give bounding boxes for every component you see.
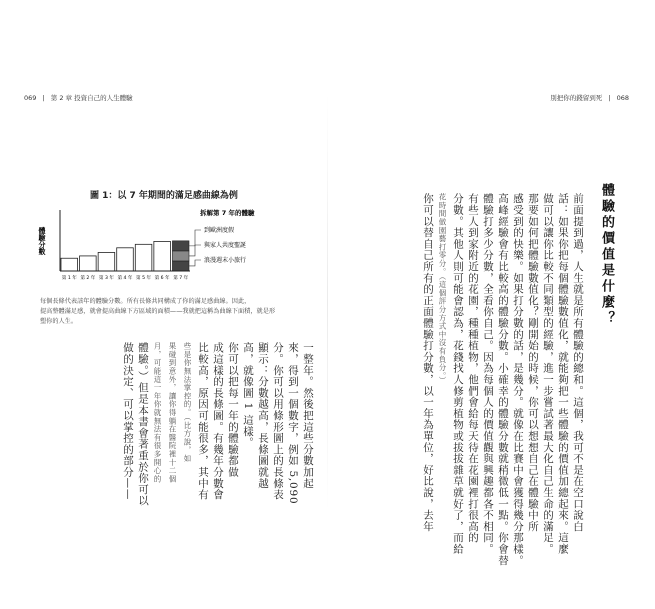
x-tick-label: 第 6 年 <box>154 276 170 281</box>
text-line: 體驗。）但是本書會著重於你可以 <box>137 342 149 507</box>
text-line: 做可以讓你比較不同類型的經驗，進一步嘗試著最大化自己生命的滿足。 <box>542 193 554 555</box>
text-line: 一整年。然後把這些分數加起 <box>302 342 314 489</box>
text-line: 高，就像圖 1 這樣。 <box>242 342 254 449</box>
text-line: 顯示：分數越高，長條圖就越 <box>257 342 269 489</box>
bar <box>80 256 97 271</box>
legend-title: 拆解第 7 年的體驗 <box>200 209 255 217</box>
legend-connector <box>189 260 201 266</box>
header-divider: | <box>608 94 611 102</box>
legend-item: 浪漫週末小旅行 <box>204 257 247 264</box>
text-line: 些是你無法掌控的。（比方說，如 <box>183 342 192 463</box>
x-tick-label: 第 7 年 <box>173 276 189 281</box>
text-line: 有些人到家附近的花園，種種植物，他們會給每天待在花園裡打很高的 <box>467 193 479 544</box>
text-line: 比較高，原因可能很多，其中有 <box>197 342 209 501</box>
bar <box>98 252 115 271</box>
left-chapter-label: 第 2 章 <box>50 94 73 102</box>
page-gutter <box>327 92 328 512</box>
legend-item: 到歐洲度假 <box>204 227 235 234</box>
bar-segment-3 <box>172 241 189 251</box>
text-line: 成這樣的長條圖。有幾年分數會 <box>212 342 224 501</box>
text-line: 果碰到意外，讓你得躺在醫院裡十二個 <box>168 342 177 484</box>
text-line: 你可以替自己所有的正面體驗打分數，以一年為單位，好比說，去年 <box>422 193 434 532</box>
x-tick-label: 第 3 年 <box>98 276 114 281</box>
bar-segment-1 <box>172 261 189 271</box>
text-line: 花時間做園藝打零分。（這個評分方式中沒有負分。） <box>438 193 447 385</box>
text-line: 來，得到一個數字，例如 5,090 <box>287 342 299 505</box>
text-line: 前面提到過，人生就是所有體驗的總和。這個，我可不是在空口說白 <box>572 193 584 532</box>
caption-line: 塑你的人生。 <box>40 318 78 325</box>
text-line: 分。你可以用條形圖上的長條表 <box>272 342 284 501</box>
bar <box>61 258 78 271</box>
text-line: 那要如何把體驗數值化？剛開始的時候，你可以想想自己在體驗中所 <box>527 193 539 532</box>
x-tick-label: 第 4 年 <box>117 276 133 281</box>
text-line: 月，可能這一年你就無法有很多開心的 <box>153 342 162 484</box>
left-header-title: 投資自己的人生體驗 <box>74 94 133 102</box>
section-title: 體驗的價值是什麼？ <box>599 183 614 327</box>
legend-connector <box>189 245 201 256</box>
x-tick-label: 第 1 年 <box>61 276 77 281</box>
figure-caption <box>40 297 290 327</box>
legend-item: 與家人共度聖誕 <box>204 242 247 249</box>
left-page-number: 069 <box>24 94 37 102</box>
caption-line: 每個長條代表該年的體驗分數。所有長條共同構成了你的滿足感曲線。因此， <box>40 298 251 305</box>
x-tick-label: 第 5 年 <box>136 276 152 281</box>
left-page-header <box>24 93 133 102</box>
text-line: 體驗打多少分數，全看你自己。因為每個人的價值觀與興趣都各不相同。 <box>482 193 494 555</box>
text-line: 話：如果你把每個體驗數值化，就能夠把一些體驗的價值加總起來。這麼 <box>557 193 569 555</box>
y-axis-label: 體驗分數 <box>38 227 46 255</box>
right-page-header <box>550 93 629 102</box>
bar <box>135 244 152 271</box>
figure-title: 圖 1：以 7 年期間的滿足感曲線為例 <box>90 191 238 201</box>
text-line: 感受到的快樂。如果打分數的話，是幾分。就像在比賽中會獲得幾分那樣。 <box>512 193 524 566</box>
text-line: 分數。其他人則可能會認為，花錢找人修剪植物或拔拔雜草就好了，而給 <box>452 193 464 555</box>
satisfaction-bar-chart <box>40 205 290 290</box>
text-line: 做的決定、可以掌控的部分—— <box>122 342 134 501</box>
right-header-title: 別把你的錢留到死 <box>550 94 603 102</box>
right-body-text <box>420 193 585 566</box>
caption-line: 提高整體滿足感，就會提高曲線下方區域的面積——我就把這稱為曲線下面積，就是形 <box>40 308 276 315</box>
right-page-number: 068 <box>616 94 629 102</box>
left-body-text <box>120 342 315 522</box>
text-line: 你可以把每一年的體驗都做 <box>227 342 239 478</box>
legend-connector <box>189 230 201 246</box>
header-divider: | <box>42 94 45 102</box>
bar <box>117 248 134 271</box>
bar <box>154 241 171 271</box>
text-line: 高峰經驗會有比較高的體驗分數。小確幸的體驗分數就稍微低一點。你會替 <box>497 193 509 566</box>
x-tick-label: 第 2 年 <box>80 276 96 281</box>
bar-segment-2 <box>172 251 189 261</box>
